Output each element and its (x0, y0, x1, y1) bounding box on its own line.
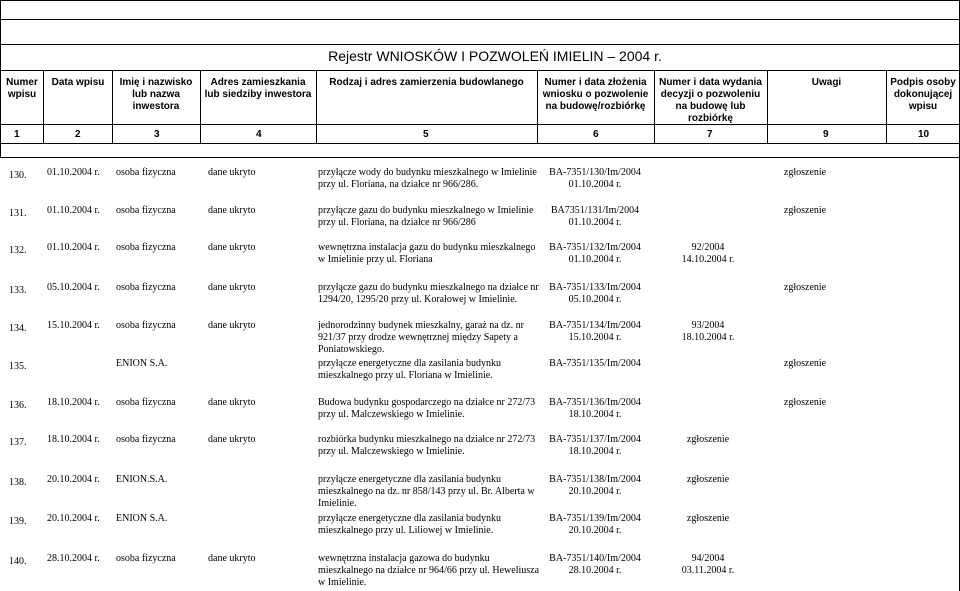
remarks: zgłoszenie (783, 282, 827, 293)
investor-name: osoba fizyczna (116, 553, 176, 564)
entry-number: 136. (9, 400, 27, 411)
entry-number: 131. (9, 208, 27, 219)
column-number: 3 (154, 129, 160, 140)
grid-line (0, 70, 960, 71)
application-number: BA-7351/132/Im/2004 (549, 242, 641, 253)
entry-date: 01.10.2004 r. (47, 242, 100, 253)
investor-address: dane ukryto (208, 553, 256, 564)
grid-line (0, 143, 960, 144)
project-kind-line: przyłącze gazu do budynku mieszkalnego na działce nr (318, 282, 539, 293)
entry-date: 28.10.2004 r. (47, 553, 100, 564)
application-number: BA-7351/134/Im/2004 (549, 320, 641, 331)
decision-number: zgłoszenie (686, 434, 730, 445)
investor-address: dane ukryto (208, 205, 256, 216)
grid-line (200, 70, 201, 143)
column-number: 7 (707, 129, 713, 140)
grid-line (0, 0, 1, 157)
remarks: zgłoszenie (783, 167, 827, 178)
column-number: 6 (593, 129, 599, 140)
application-date: 01.10.2004 r. (568, 254, 622, 265)
project-kind-line: 921/37 przy drodze wewnętrznej między Sapety a (318, 332, 518, 343)
entry-number: 138. (9, 477, 27, 488)
project-kind-line: mieszkalnego przy ul. Liliowej w Imielinie. (318, 525, 494, 536)
investor-name: osoba fizyczna (116, 320, 176, 331)
investor-name: osoba fizyczna (116, 167, 176, 178)
investor-address: dane ukryto (208, 242, 256, 253)
project-kind-line: rozbiórka budynku mieszkalnego na działce nr 272/73 (318, 434, 536, 445)
column-number: 2 (75, 129, 81, 140)
decision-date: 18.10.2004 r. (681, 332, 735, 343)
header-remarks: Uwagi (811, 77, 842, 88)
column-number: 10 (918, 129, 930, 140)
application-number: BA-7351/139/Im/2004 (549, 513, 641, 524)
investor-address: dane ukryto (208, 282, 256, 293)
project-kind-line: wewnętrzna instalacja gazu do budynku mieszkalnego (318, 242, 536, 253)
investor-name: ENION.S.A. (116, 474, 168, 485)
application-date: 05.10.2004 r. (568, 294, 622, 305)
decision-date: 14.10.2004 r. (681, 254, 735, 265)
project-kind-line: Budowa budynku gospodarczego na działce nr 272/73 (318, 397, 536, 408)
entry-date: 18.10.2004 r. (47, 397, 100, 408)
header-application: Numer i data złożenia wniosku o pozwolenie na budowę/rozbiórkę (542, 77, 649, 112)
project-kind-line: przyłącze gazu do budynku mieszkalnego w Imielinie (318, 205, 534, 216)
project-kind-line: przyłącze energetyczne dla zasilania budynku (318, 474, 502, 485)
project-kind-line: przyłącze energetyczne dla zasilania budynku (318, 513, 502, 524)
application-number: BA-7351/136/Im/2004 (549, 397, 641, 408)
application-date: 28.10.2004 r. (568, 565, 622, 576)
application-number: BA-7351/137/Im/2004 (549, 434, 641, 445)
project-kind-line: przy ul. Floriana, na działce nr 966/286. (318, 179, 479, 190)
decision-number: 93/2004 (691, 320, 725, 331)
header-entry-number: Numer wpisu (6, 77, 38, 100)
investor-name: osoba fizyczna (116, 397, 176, 408)
entry-number: 133. (9, 285, 27, 296)
grid-line (0, 157, 960, 158)
project-kind-line: Imielinie. (318, 498, 357, 509)
grid-line (654, 70, 655, 143)
grid-line (767, 70, 768, 143)
investor-address: dane ukryto (208, 397, 256, 408)
document-title: Rejestr WNIOSKÓW I POZWOLEŃ IMIELIN – 2004 r. (328, 48, 662, 64)
application-number: BA7351/131/Im/2004 (550, 205, 640, 216)
entry-date: 20.10.2004 r. (47, 474, 100, 485)
entry-number: 130. (9, 170, 27, 181)
grid-line (0, 44, 960, 45)
header-project-kind: Rodzaj i adres zamierzenia budowlanego (329, 77, 524, 88)
investor-address: dane ukryto (208, 167, 256, 178)
entry-date: 18.10.2004 r. (47, 434, 100, 445)
grid-line (0, 19, 960, 20)
decision-number: 92/2004 (691, 242, 725, 253)
grid-line (112, 70, 113, 143)
header-investor-address: Adres zamieszkania lub siedziby inwestora (204, 77, 312, 100)
decision-number: 94/2004 (691, 553, 725, 564)
remarks: zgłoszenie (783, 358, 827, 369)
project-kind-line: Poniatowskiego. (318, 344, 385, 355)
application-date: 20.10.2004 r. (568, 486, 622, 497)
column-number: 5 (423, 129, 429, 140)
project-kind-line: przyłącze energetyczne dla zasilania budynku (318, 358, 502, 369)
decision-number: zgłoszenie (686, 474, 730, 485)
column-number: 4 (256, 129, 262, 140)
entry-date: 05.10.2004 r. (47, 282, 100, 293)
project-kind-line: 1294/20, 1295/20 przy ul. Korałowej w Imielinie. (318, 294, 518, 305)
investor-name: ENION S.A. (116, 513, 168, 524)
entry-date: 01.10.2004 r. (47, 205, 100, 216)
header-investor-name: Imię i nazwisko lub nazwa inwestora (119, 77, 193, 112)
application-number: BA-7351/138/Im/2004 (549, 474, 641, 485)
project-kind-line: mieszkalnego na działce nr 964/66 przy ul. Heweliusza (318, 565, 540, 576)
investor-name: osoba fizyczna (116, 434, 176, 445)
entry-date: 15.10.2004 r. (47, 320, 100, 331)
investor-name: osoba fizyczna (116, 205, 176, 216)
column-number: 9 (823, 129, 829, 140)
grid-line (316, 70, 317, 143)
project-kind-line: mieszkalnego przy ul. Floriana w Imielinie. (318, 370, 493, 381)
header-entry-date: Data wpisu (51, 77, 105, 88)
header-signature: Podpis osoby dokonującej wpisu (890, 77, 956, 112)
investor-name: osoba fizyczna (116, 282, 176, 293)
grid-line (537, 70, 538, 143)
project-kind-line: przy ul. Malczewskiego w Imielinie. (318, 409, 465, 420)
application-number: BA-7351/140/Im/2004 (549, 553, 641, 564)
application-date: 15.10.2004 r. (568, 332, 622, 343)
header-decision: Numer i data wydania decyzji o pozwoleniu na budowę lub rozbiórkę (659, 77, 762, 124)
entry-date: 01.10.2004 r. (47, 167, 100, 178)
application-date: 01.10.2004 r. (568, 179, 622, 190)
decision-number: zgłoszenie (686, 513, 730, 524)
investor-address: dane ukryto (208, 434, 256, 445)
project-kind-line: w Imielinie przy ul. Floriana (318, 254, 433, 265)
entry-number: 140. (9, 556, 27, 567)
remarks: zgłoszenie (783, 205, 827, 216)
remarks: zgłoszenie (783, 397, 827, 408)
project-kind-line: przyłącze wody do budynku mieszkalnego w Imielinie (318, 167, 537, 178)
project-kind-line: wewnętrzna instalacja gazowa do budynku (318, 553, 490, 564)
investor-name: ENION S.A. (116, 358, 168, 369)
entry-number: 135. (9, 361, 27, 372)
grid-line (43, 70, 44, 143)
entry-number: 139. (9, 516, 27, 527)
investor-address: dane ukryto (208, 320, 256, 331)
project-kind-line: w Imielinie. (318, 577, 367, 588)
application-date: 18.10.2004 r. (568, 446, 622, 457)
application-date: 20.10.2004 r. (568, 525, 622, 536)
grid-line (0, 124, 960, 125)
project-kind-line: przy ul. Floriana, na działce nr 966/286 (318, 217, 476, 228)
entry-date: 20.10.2004 r. (47, 513, 100, 524)
investor-name: osoba fizyczna (116, 242, 176, 253)
grid-line (0, 0, 960, 1)
application-date: 01.10.2004 r. (568, 217, 622, 228)
grid-line (886, 70, 887, 143)
column-number: 1 (14, 129, 20, 140)
project-kind-line: mieszkalnego na dz. nr 858/143 przy ul. Br. Alberta w (318, 486, 535, 497)
application-number: BA-7351/135/Im/2004 (549, 358, 641, 369)
application-date: 18.10.2004 r. (568, 409, 622, 420)
project-kind-line: przy ul. Malczewskiego w Imielinie. (318, 446, 465, 457)
application-number: BA-7351/133/Im/2004 (549, 282, 641, 293)
decision-date: 03.11.2004 r. (681, 565, 735, 576)
project-kind-line: jednorodzinny budynek mieszkalny, garaż na dz. nr (318, 320, 524, 331)
entry-number: 137. (9, 437, 27, 448)
entry-number: 134. (9, 323, 27, 334)
entry-number: 132. (9, 245, 27, 256)
application-number: BA-7351/130/Im/2004 (549, 167, 641, 178)
